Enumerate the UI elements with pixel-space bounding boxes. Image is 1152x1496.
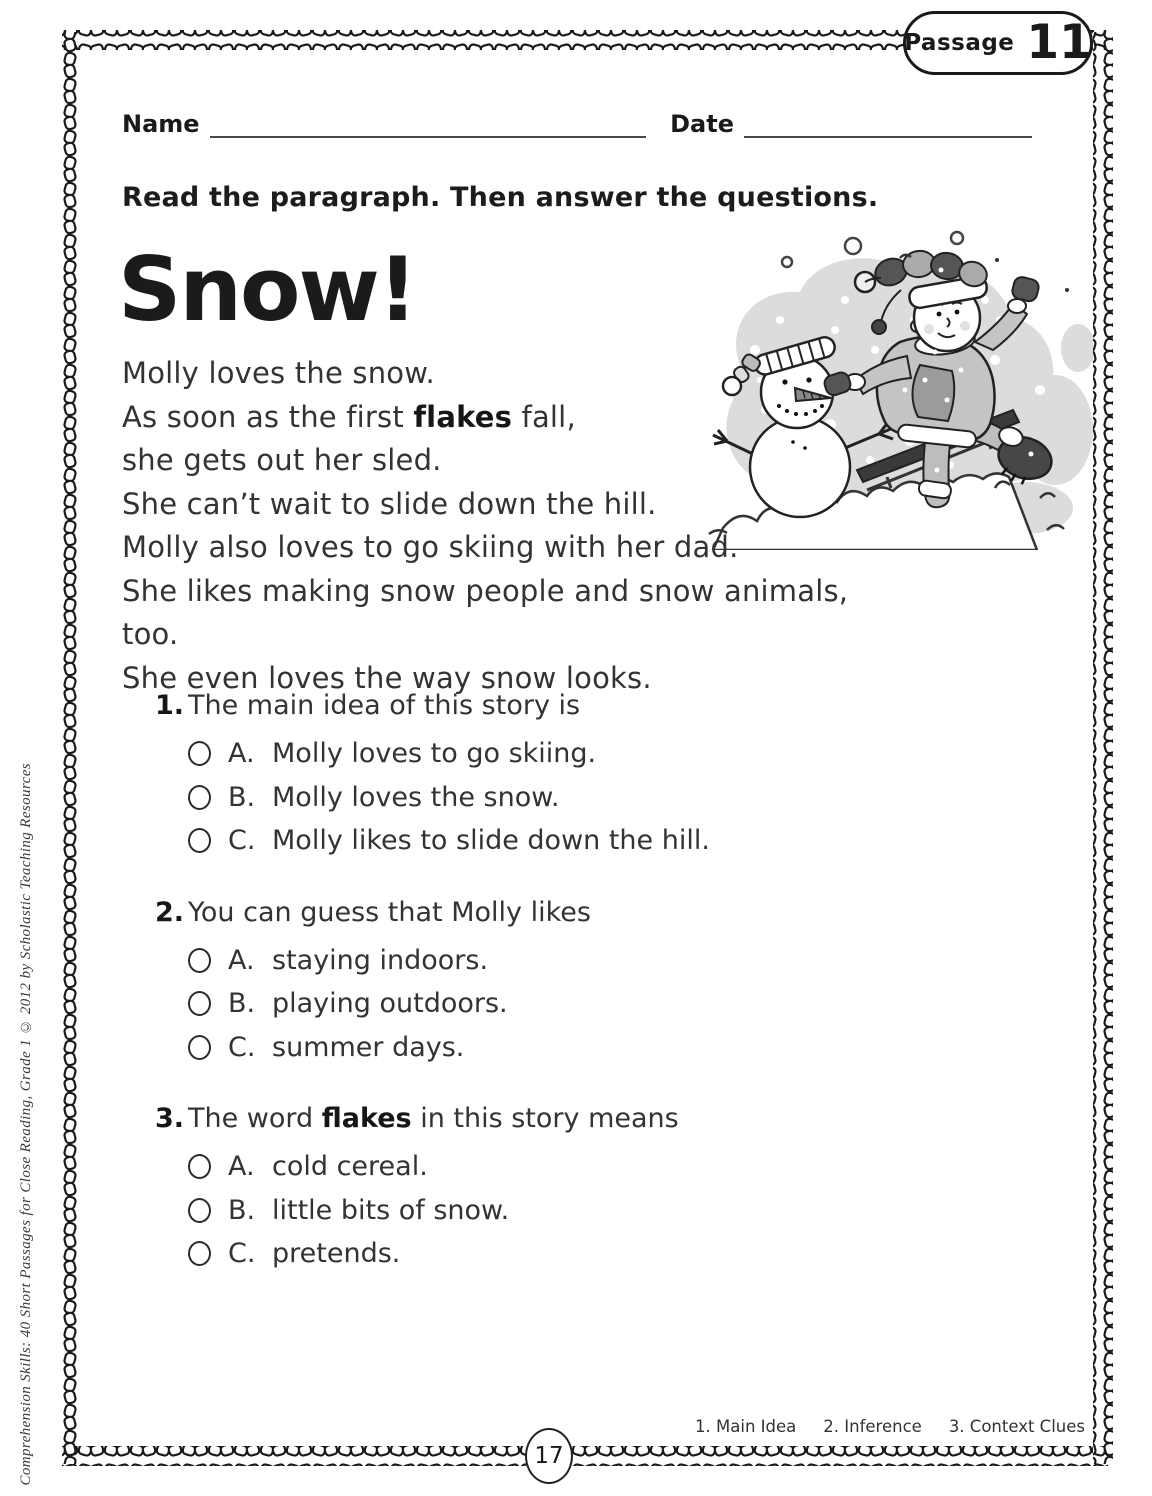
- story-line: She even loves the way snow looks.: [122, 660, 652, 695]
- story-line: she gets out her sled.: [122, 443, 442, 477]
- option-text: Molly likes to slide down the hill.: [272, 825, 710, 857]
- question-prompt: You can guess that Molly likes: [188, 896, 591, 928]
- passage-title: Snow!: [118, 238, 416, 341]
- skill-context-clues: 3. Context Clues: [948, 1417, 1085, 1436]
- option-letter: B.: [228, 781, 256, 813]
- skill-main-idea: 1. Main Idea: [695, 1417, 797, 1436]
- option-text: playing outdoors.: [272, 988, 508, 1020]
- question-prompt: The main idea of this story is: [188, 690, 581, 721]
- option-letter: A.: [228, 738, 255, 770]
- question-number: 1.: [155, 690, 185, 721]
- page-number: 17: [534, 1443, 564, 1469]
- story-line: Molly loves the snow.: [122, 356, 435, 390]
- option-letter: C.: [228, 825, 256, 857]
- option-letter: B.: [228, 988, 256, 1020]
- copyright-credit: Comprehension Skills: 40 Short Passages for Close Reading, Grade 1 © 2012 by Scholastic Teaching Resources: [18, 763, 34, 1486]
- date-label: Date: [670, 110, 734, 138]
- instruction-text: Read the paragraph. Then answer the questions.: [122, 182, 879, 213]
- story-line: She likes making snow people and snow animals, too.: [122, 573, 849, 651]
- option-text: Molly loves to go skiing.: [272, 738, 597, 770]
- page-number-badge: [525, 1428, 573, 1484]
- option-letter: A.: [228, 944, 255, 976]
- question-number: 3.: [155, 1103, 185, 1134]
- option-text: staying indoors.: [272, 944, 489, 976]
- passage-badge-label: Passage: [904, 30, 1015, 56]
- skill-inference: 2. Inference: [823, 1417, 922, 1436]
- option-text: pretends.: [272, 1238, 401, 1270]
- option-letter: C.: [228, 1238, 256, 1270]
- story-line: She can’t wait to slide down the hill.: [122, 486, 657, 521]
- story-line: Molly also loves to go skiing with her dad.: [122, 530, 739, 564]
- passage-badge-number: 11: [1026, 15, 1092, 70]
- option-text: cold cereal.: [272, 1151, 428, 1183]
- option-letter: A.: [228, 1151, 255, 1183]
- question-number: 2.: [155, 896, 185, 928]
- option-text: little bits of snow.: [272, 1194, 510, 1226]
- option-text: summer days.: [272, 1031, 465, 1063]
- option-letter: B.: [228, 1194, 256, 1226]
- question-prompt: The word flakes in this story means: [188, 1103, 679, 1134]
- option-letter: C.: [228, 1031, 256, 1063]
- name-label: Name: [122, 110, 200, 138]
- option-text: Molly loves the snow.: [272, 781, 560, 813]
- story-line: As soon as the first flakes fall,: [122, 399, 576, 434]
- passage-badge: [903, 11, 1093, 75]
